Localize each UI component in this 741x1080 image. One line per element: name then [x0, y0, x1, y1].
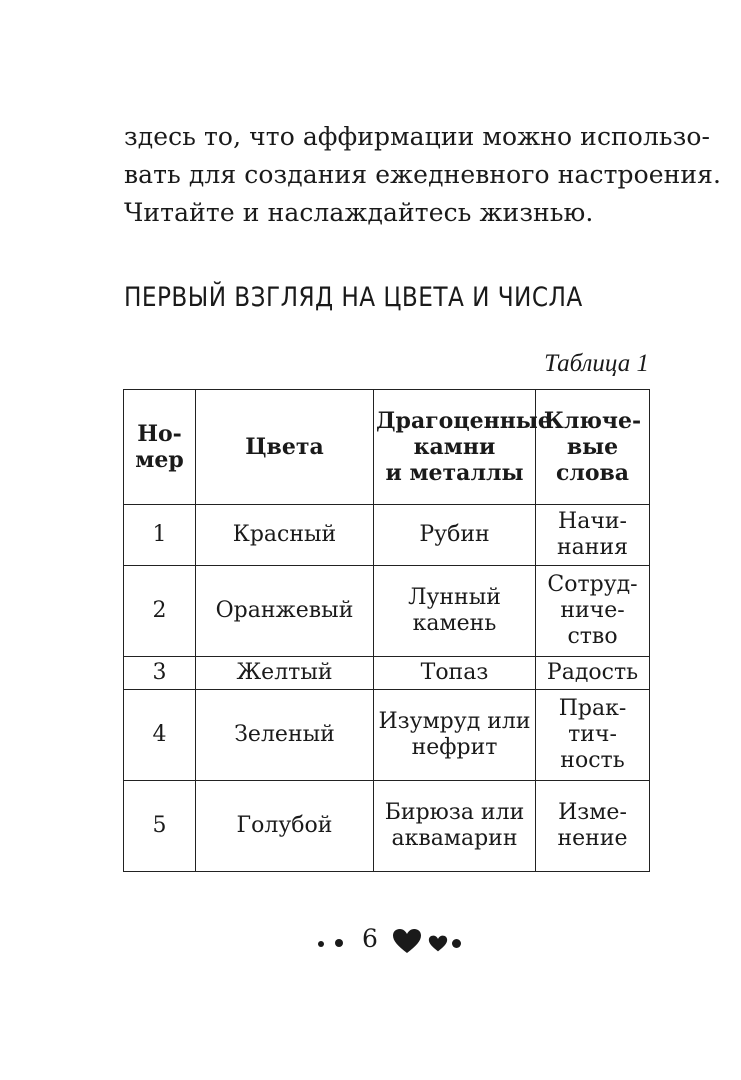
heart-icon	[392, 928, 422, 954]
header-colors	[196, 390, 374, 505]
table-row	[124, 657, 650, 690]
cell-line: нефрит	[411, 735, 498, 760]
header-line: слова	[555, 460, 630, 486]
paragraph-line: вать для создания ежедневного настроения.	[124, 160, 722, 189]
dot-icon	[452, 939, 461, 948]
cell-number: 2	[124, 566, 196, 657]
heart-icon	[428, 935, 448, 952]
header-stones	[374, 390, 552, 505]
page-footer	[0, 922, 741, 962]
cell-line: Рубин	[419, 522, 490, 547]
table-caption: Таблица 1	[544, 350, 649, 377]
table-row	[124, 505, 650, 566]
page-number: 6	[362, 924, 378, 953]
cell-keywords	[536, 690, 650, 781]
cell-line: Сотруд-	[547, 572, 638, 597]
cell-line: Изме-	[558, 800, 627, 825]
cell-line: нение	[557, 826, 628, 851]
cell-keywords	[536, 566, 650, 657]
cell-number: 4	[124, 690, 196, 781]
cell-line: Изумруд или	[378, 709, 531, 734]
dot-icon	[335, 939, 343, 947]
cell-number: 5	[124, 781, 196, 872]
cell-line: Красный	[232, 522, 337, 547]
cell-stones	[374, 690, 536, 781]
cell-stones	[374, 566, 536, 657]
cell-stones	[374, 505, 536, 566]
header-keywords	[536, 390, 650, 505]
header-line: вые	[566, 434, 619, 460]
cell-line: ность	[560, 748, 625, 773]
header-line: Цвета	[245, 434, 324, 460]
section-heading: ПЕРВЫЙ ВЗГЛЯД НА ЦВЕТА И ЧИСЛА	[124, 282, 583, 313]
cell-line: Радость	[546, 660, 639, 685]
cell-line: аквамарин	[391, 826, 518, 851]
cell-keywords	[536, 657, 650, 690]
cell-line: ниче-	[560, 598, 625, 623]
colors-numbers-table	[123, 389, 650, 872]
cell-keywords	[536, 505, 650, 566]
header-line: Ключе-	[543, 408, 642, 434]
cell-line: Зеленый	[234, 722, 335, 747]
table-row	[124, 690, 650, 781]
cell-line: Голубой	[236, 813, 333, 838]
paragraph-line: здесь то, что аффирмации можно использо-	[124, 122, 711, 151]
cell-line: Лунный	[408, 585, 501, 610]
cell-line: тич-	[568, 722, 617, 747]
cell-line: камень	[412, 611, 497, 636]
cell-line: Желтый	[236, 660, 333, 685]
cell-line: Оранжевый	[215, 598, 354, 623]
header-line: камни	[413, 434, 496, 460]
paragraph-line: Читайте и наслаждайтесь жизнью.	[124, 198, 594, 227]
cell-line: ство	[567, 624, 618, 649]
header-line: Драгоценные	[376, 408, 552, 434]
cell-line: Прак-	[558, 696, 627, 721]
cell-color	[196, 781, 374, 872]
table-header-row	[124, 390, 650, 505]
cell-line: Начи-	[558, 509, 627, 534]
table-row	[124, 781, 650, 872]
table-row	[124, 566, 650, 657]
cell-color	[196, 566, 374, 657]
header-line: мер	[135, 447, 184, 473]
body-paragraph	[124, 118, 722, 232]
cell-color	[196, 690, 374, 781]
cell-stones	[374, 781, 536, 872]
cell-stones	[374, 657, 536, 690]
header-line: и металлы	[385, 460, 524, 486]
cell-number: 3	[124, 657, 196, 690]
cell-number: 1	[124, 505, 196, 566]
cell-line: Топаз	[420, 660, 489, 685]
cell-line: нания	[557, 535, 628, 560]
header-number	[124, 390, 196, 505]
cell-keywords	[536, 781, 650, 872]
cell-line: Бирюза или	[384, 800, 525, 825]
dot-icon	[318, 941, 324, 947]
cell-color	[196, 657, 374, 690]
header-line: Но-	[137, 421, 182, 447]
cell-color	[196, 505, 374, 566]
